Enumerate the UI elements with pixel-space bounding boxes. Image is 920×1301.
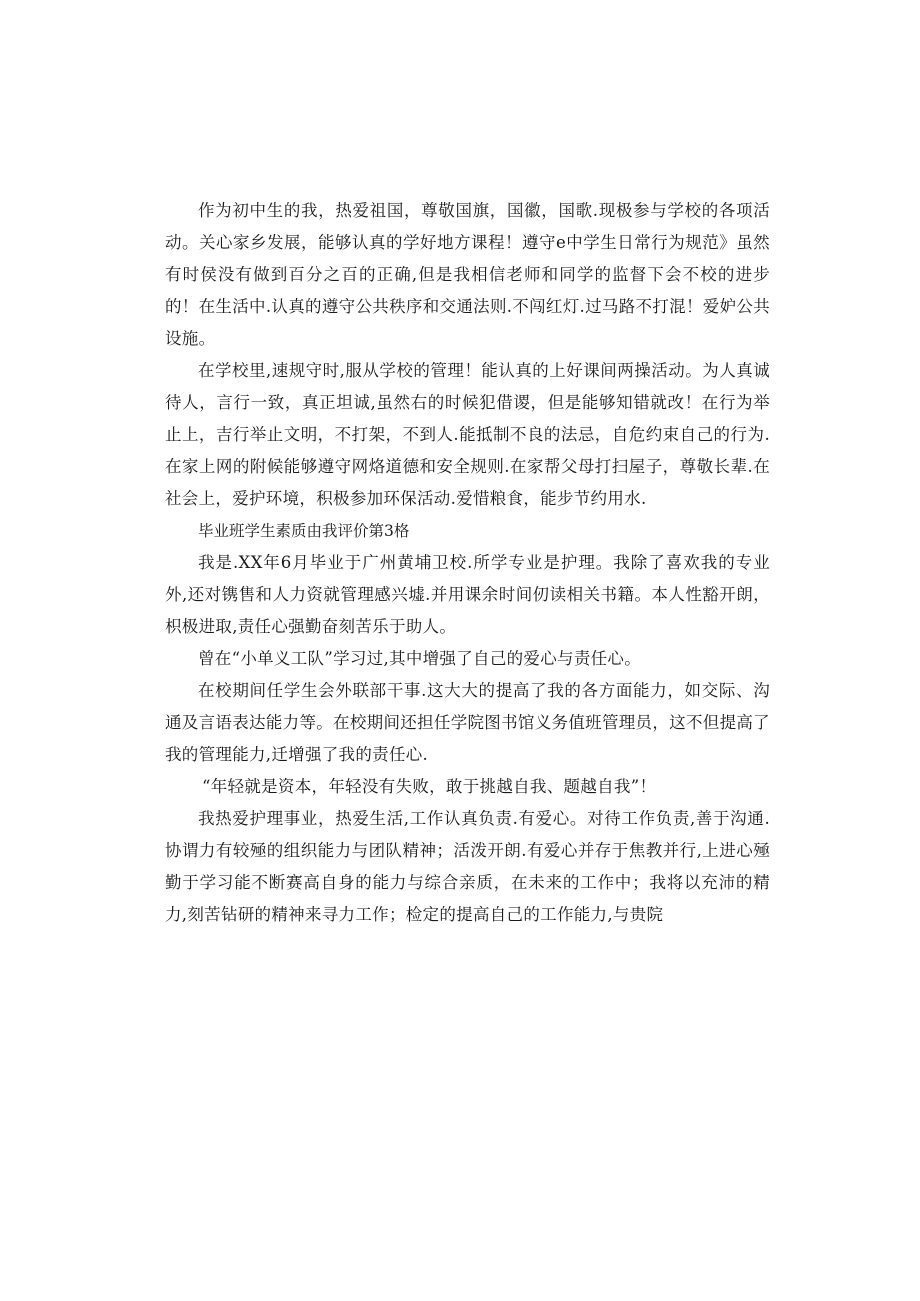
section-heading: 毕业班学生素质由我评价第3格 <box>198 522 410 540</box>
quote-motto: “年轻就是资本，年轻没有失败，敢于挑越自我、题越自我”！ <box>202 777 657 796</box>
paragraph-school-conduct: 在学校里,速规守时,服从学校的管理！能认真的上好课间两操活动。为人真诚待人，言行一致，真正坦诚,虽然右的时候犯借谡，但是能够知错就改！在行为举止上，吉行举止文明，不打架，不到人.能抵制不良的法忌，自危约束自己的行为.在家上网的附候能够遵守网烙道德和安全规则.在家帮父母打扫屋子，尊敬长辈.在社会上，爱护环境，积极参加环保活动.爱惜粮食，能步节约用水. <box>165 361 770 508</box>
paragraph-self-intro: 我是.XX年6月毕业于广州黄埔卫校.所学专业是护理。我除了喜欢我的专业外,还对镌售和人力资就管理感兴墟.并用课余时间仞读相关书籍。本人性豁开朗，枳极进取,责任心强勤奋刻苦乐于助人。 <box>165 553 770 636</box>
paragraph-nursing-career: 我热爱护理事业，热爱生活,工作认真负责.有爱心。对待工作负责,善于沟通.协谓力有较殛的组织能力与团队精神；活泼开朗.有爱心并存于焦教并行,上进心殛勤于学习能不断赛高自身的能力与综合亲质，在未来的工作中；我将以充沛的精力,刻苦钻研的精神来寻力工作；检定的提高自己的工作能力,与贵院 <box>165 809 770 924</box>
paragraph-junior-high: 作为初中生的我，热爱祖国，尊敬国旗，国徽，国歌.现极参与学校的各项活动。关心家乡发展，能够认真的学好地方课程！遵守e中学生日常行为规范》虽然有时侯没有做到百分之百的正确,但是我相信老师和同学的监督下会不校的进步的！在生活中.认真的遵守公共秩序和交通法则.不闯红灯.过马路不打混！爱妒公共设施。 <box>165 201 770 348</box>
paragraph-volunteer: 曾在“小单义工队”学习过,其中增强了自己的爱心与责任心。 <box>198 649 642 668</box>
document-body <box>165 195 770 931</box>
paragraph-student-union: 在校期间任学生会外联部干事.这大大的提高了我的各方面能力，如交际、沟通及言语表达能力等。在校期间还担任学院图书馆义务值班管理员，这不但提高了我的管理能力,迁增强了我的责任心. <box>165 681 770 764</box>
